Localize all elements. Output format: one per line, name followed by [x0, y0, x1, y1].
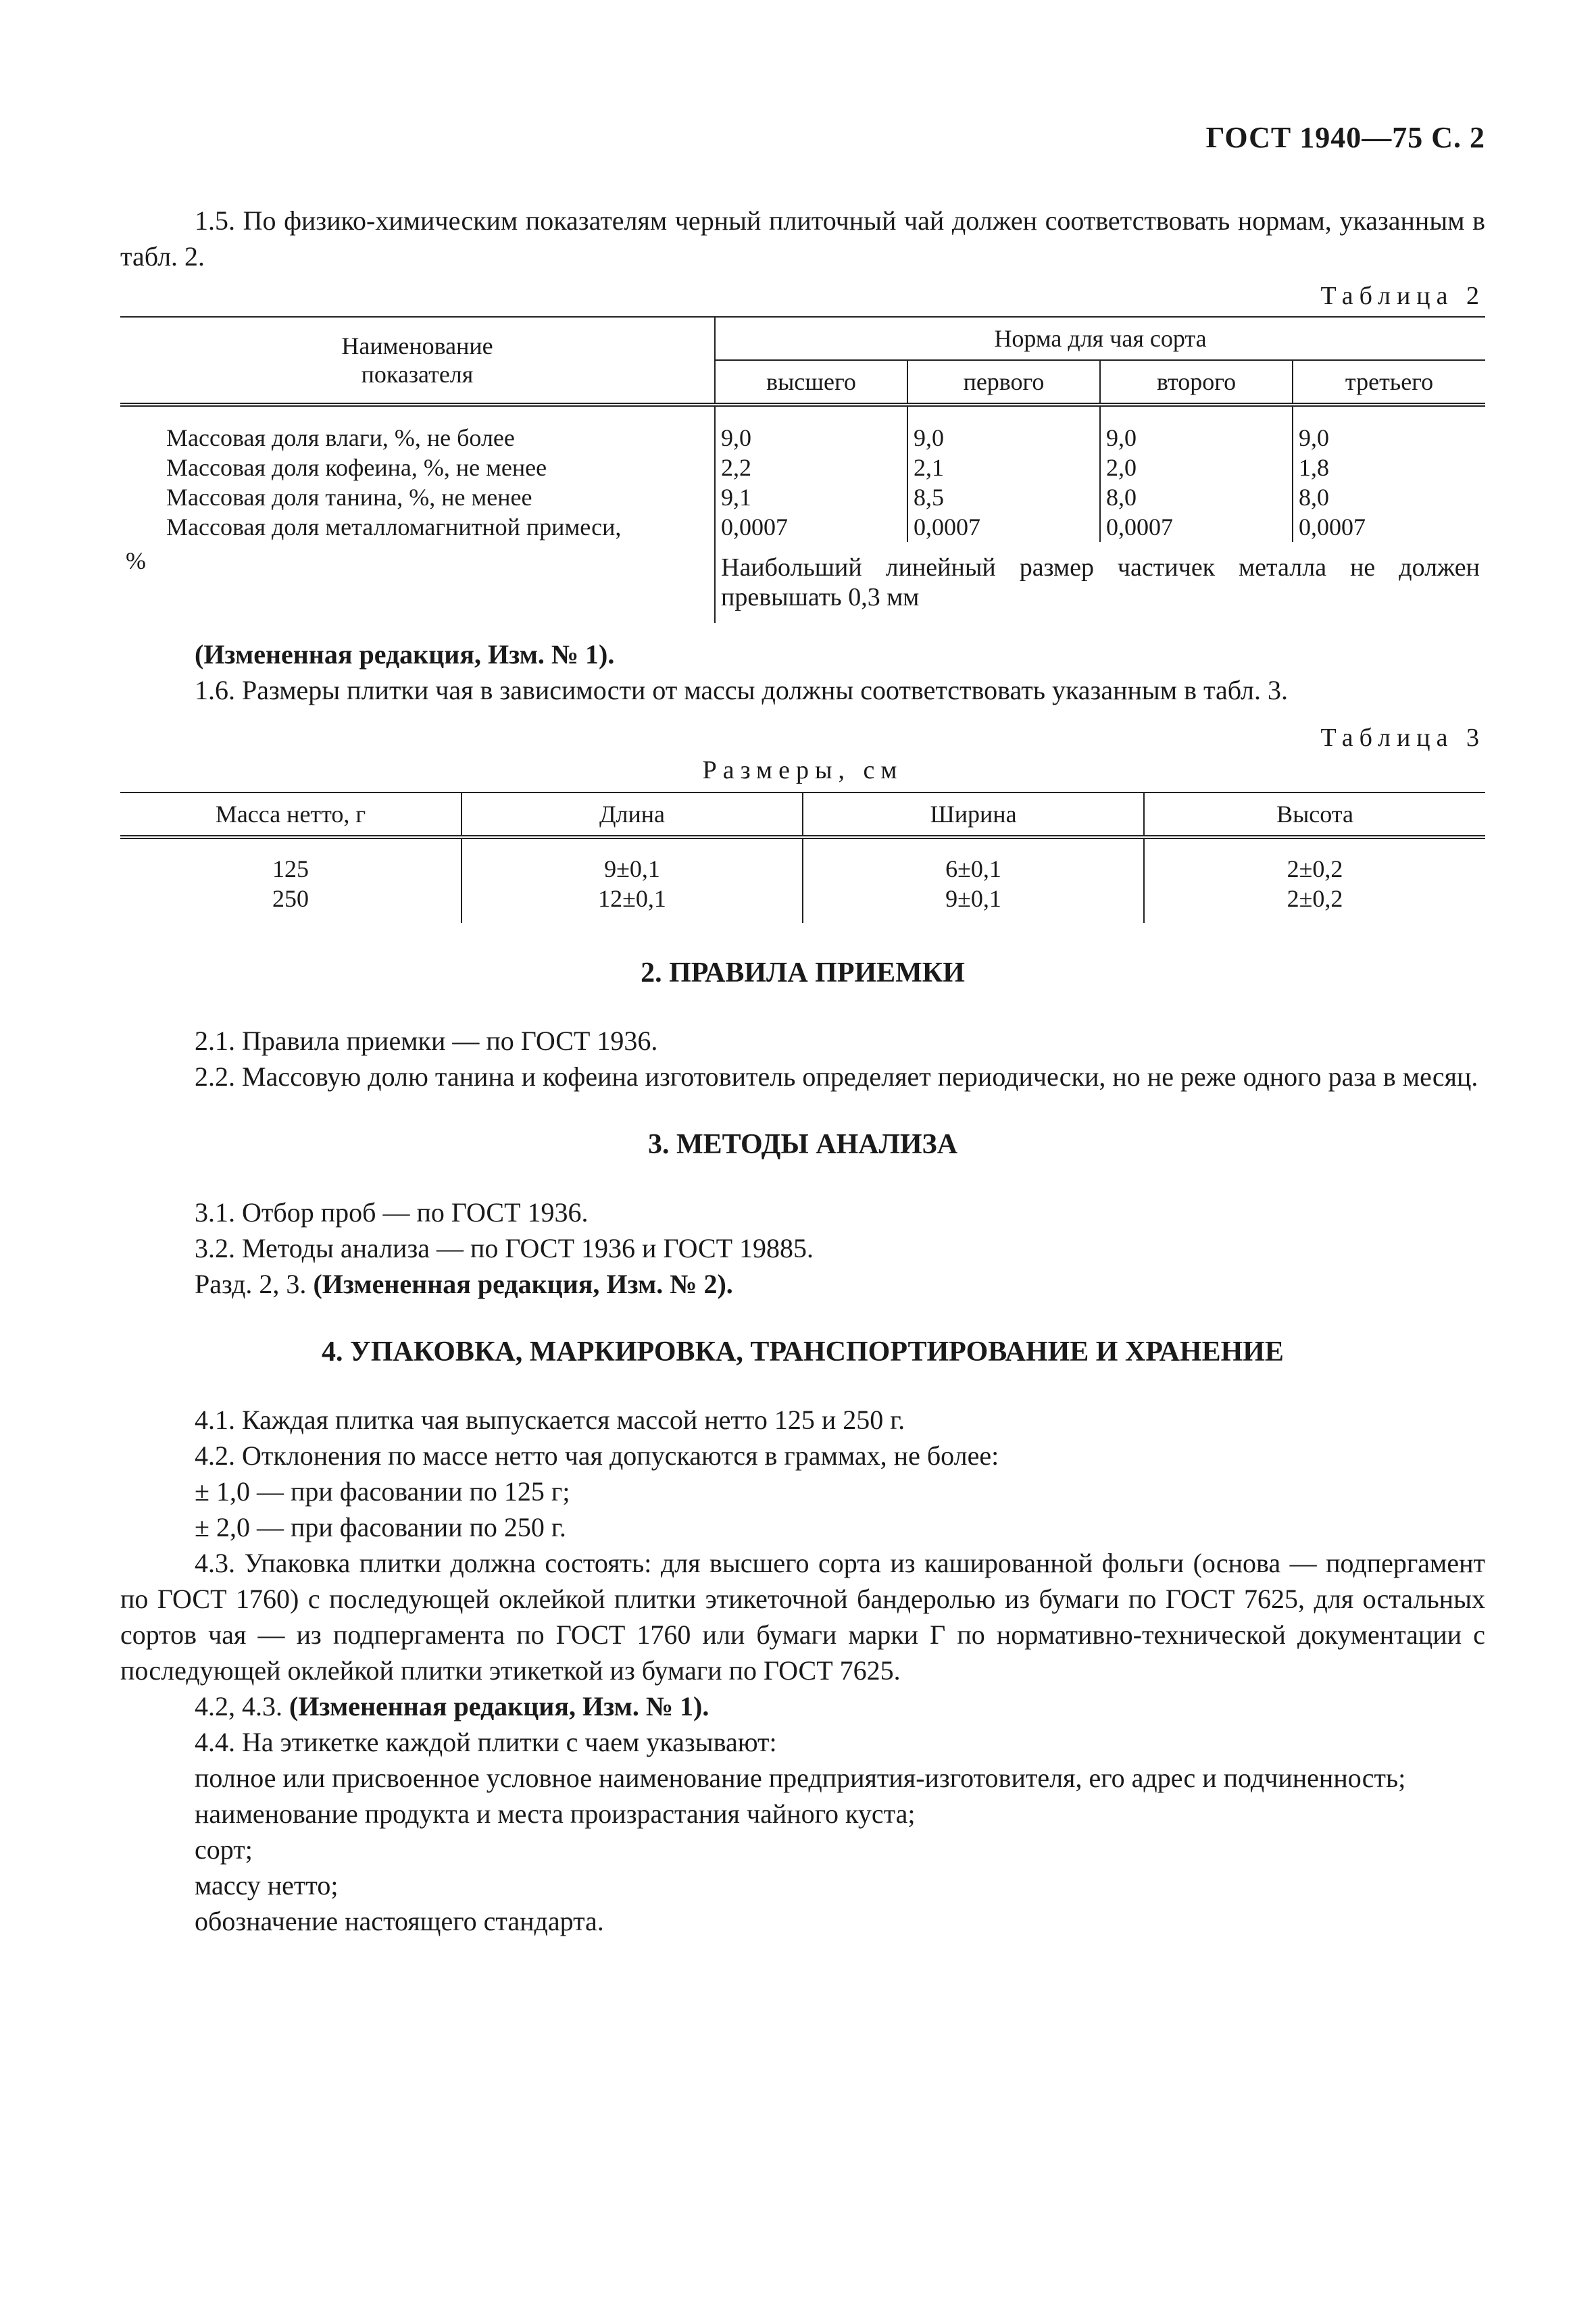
- table3-header: Длина: [462, 793, 803, 837]
- table-row: [120, 453, 1485, 482]
- table2-name-header: [120, 317, 715, 405]
- edit-note-2: (Измененная редакция, Изм. № 2).: [313, 1269, 733, 1299]
- table2-cell: 9,1: [715, 482, 907, 512]
- table2-cell: 0,0007: [715, 512, 907, 542]
- table-3: [120, 792, 1485, 923]
- paragraph-3-2: 3.2. Методы анализа — по ГОСТ 1936 и ГОСТ 19885.: [195, 1233, 814, 1263]
- table3-cell: 125: [120, 854, 462, 884]
- paragraph-1-6: 1.6. Размеры плитки чая в зависимости от массы должны соответствовать указанным в табл. 3.: [195, 675, 1289, 705]
- table2-cell: 9,0: [1100, 423, 1293, 453]
- table-2: [120, 316, 1485, 623]
- table2-note: Наибольший линейный размер частичек металла не должен превышать 0,3 мм: [721, 553, 1480, 611]
- table2-cell: 2,1: [907, 453, 1100, 482]
- table2-row-name: Массовая доля влаги, %, не более: [120, 423, 715, 453]
- paragraph-1-5: 1.5. По физико-химическим показателям черный плиточный чай должен соответствовать нормам, указанным в табл. 2.: [120, 205, 1485, 272]
- paragraph-4-edit: [120, 1688, 1485, 1724]
- table2-grade-header: третьего: [1293, 360, 1485, 405]
- paragraph-4-2: 4.2. Отклонения по массе нетто чая допускаются в граммах, не более:: [195, 1440, 999, 1471]
- table2-grade-header: второго: [1100, 360, 1293, 405]
- paragraph-4-2a: ± 1,0 — при фасовании по 125 г;: [195, 1476, 570, 1507]
- paragraph-4-3: 4.3. Упаковка плитки должна состоять: для высшего сорта из кашированной фольги (основа — подпергамент по ГОСТ 1760) с последующей оклейкой плитки этикеточной бандеролью из бумаги по ГОСТ 7625, для остальных сортов чая — из подпергамента по ГОСТ 1760 или бумаги марки Г по нормативно-технической документации с последующей оклейкой плитки этикеткой из бумаги по ГОСТ 7625.: [120, 1548, 1485, 1686]
- table-row: [120, 482, 1485, 512]
- edit-ref: Разд. 2, 3.: [195, 1269, 314, 1299]
- edit-note-1: (Измененная редакция, Изм. № 1).: [195, 639, 615, 670]
- section-3-title: 3. МЕТОДЫ АНАЛИЗА: [647, 1129, 958, 1160]
- table2-grade-header: первого: [907, 360, 1100, 405]
- table2-cell: 0,0007: [907, 512, 1100, 542]
- list-item: полное или присвоенное условное наименование предприятия-изготовителя, его адрес и подчиненность;: [195, 1763, 1406, 1793]
- list-item: массу нетто;: [195, 1870, 339, 1901]
- section-4-title: 4. УПАКОВКА, МАРКИРОВКА, ТРАНСПОРТИРОВАНИЕ И ХРАНЕНИЕ: [322, 1336, 1284, 1367]
- table2-cell: 2,0: [1100, 453, 1293, 482]
- table2-cell: 8,5: [907, 482, 1100, 512]
- table2-row-name: Массовая доля металломагнитной примеси,: [120, 512, 715, 542]
- table-row: [120, 884, 1485, 923]
- table2-cell: 9,0: [715, 423, 907, 453]
- list-item: наименование продукта и места произрастания чайного куста;: [195, 1799, 916, 1829]
- table2-row-name: Массовая доля кофеина, %, не менее: [120, 453, 715, 482]
- table3-cell: 2±0,2: [1287, 885, 1343, 912]
- table3-cell: 9±0,1: [803, 884, 1144, 923]
- paragraph-4-2b: ± 2,0 — при фасовании по 250 г.: [195, 1512, 566, 1542]
- paragraph-3-1: 3.1. Отбор проб — по ГОСТ 1936.: [195, 1197, 589, 1228]
- paragraph-2-2: 2.2. Массовую долю танина и кофеина изготовитель определяет периодически, но не реже одного раза в месяц.: [195, 1061, 1478, 1092]
- table3-header: Высота: [1144, 793, 1485, 837]
- table2-cell: 9,0: [907, 423, 1100, 453]
- table2-cell: 1,8: [1299, 454, 1329, 481]
- paragraph-4-4: 4.4. На этикетке каждой плитки с чаем указывают:: [195, 1727, 777, 1757]
- table2-grade-header: высшего: [715, 360, 907, 405]
- table3-header: Ширина: [803, 793, 1144, 837]
- paragraph-2-1: 2.1. Правила приемки — по ГОСТ 1936.: [195, 1026, 658, 1056]
- document-body: [120, 115, 1485, 1939]
- table-row: [120, 512, 1485, 542]
- table3-header: Масса нетто, г: [120, 793, 462, 837]
- table2-group-header: Норма для чая сорта: [715, 317, 1485, 360]
- table2-cell: 0,0007: [1100, 512, 1293, 542]
- table2-cell: 0,0007: [1299, 513, 1366, 540]
- page-header: ГОСТ 1940—75 С. 2: [1205, 121, 1485, 154]
- table3-cell: 2±0,2: [1287, 855, 1343, 882]
- table2-cell: 9,0: [1299, 424, 1329, 451]
- table3-cell: 250: [120, 884, 462, 923]
- table3-subcaption: Размеры, см: [702, 756, 903, 784]
- paragraph-4-1: 4.1. Каждая плитка чая выпускается массой нетто 125 и 250 г.: [195, 1405, 905, 1435]
- list-item: сорт;: [195, 1834, 253, 1865]
- table-row: [120, 423, 1485, 453]
- table2-row-name: Массовая доля танина, %, не менее: [120, 482, 715, 512]
- section-2-title: 2. ПРАВИЛА ПРИЕМКИ: [641, 957, 965, 988]
- table-row: [120, 854, 1485, 884]
- table3-caption: Таблица 3: [1320, 724, 1485, 752]
- table3-cell: 12±0,1: [462, 884, 803, 923]
- table3-cell: 9±0,1: [462, 854, 803, 884]
- list-item: обозначение настоящего стандарта.: [195, 1906, 604, 1936]
- table2-cell: 8,0: [1299, 484, 1329, 511]
- table2-name-header-text: Наименование показателя: [341, 332, 493, 388]
- table3-cell: 6±0,1: [803, 854, 1144, 884]
- edit-ref: 4.2, 4.3.: [195, 1691, 289, 1721]
- paragraph-3-edit: [120, 1266, 1485, 1302]
- table2-cell: 2,2: [715, 453, 907, 482]
- edit-note-1b: (Измененная редакция, Изм. № 1).: [289, 1691, 709, 1721]
- table2-cell: 8,0: [1100, 482, 1293, 512]
- table2-row-name-continuation: %: [120, 542, 715, 623]
- table-row: [120, 542, 1485, 623]
- table2-caption: Таблица 2: [1320, 282, 1485, 310]
